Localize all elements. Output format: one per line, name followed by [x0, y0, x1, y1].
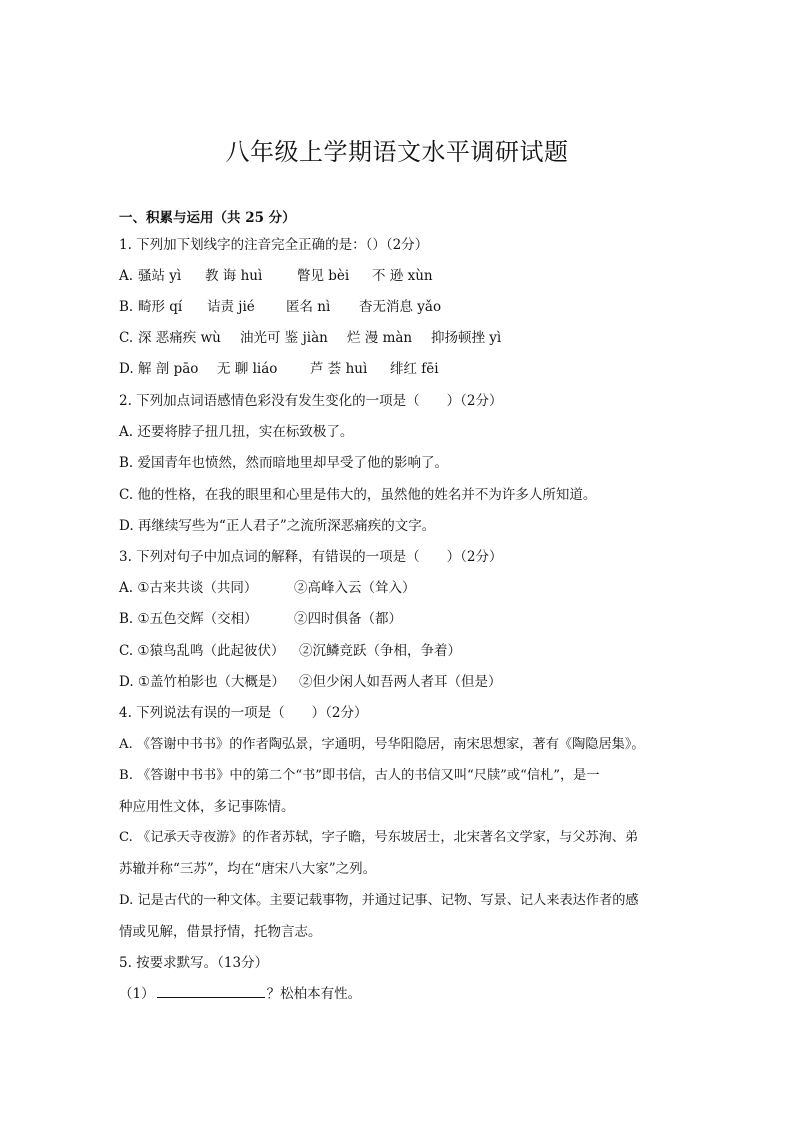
option-part-1: A. ①古来共谈（共同） [119, 580, 258, 596]
q1-option-a [119, 267, 433, 285]
option-item: 骚站 yì [138, 268, 182, 284]
option-item: 匿名 nì [286, 299, 331, 315]
option-part-1: D. ①盖竹柏影也（大概是） [119, 674, 286, 690]
option-item: 瞥见 bèi [297, 268, 350, 284]
q2-option-a: A. 还要将脖子扭几扭，实在标致极了。 [119, 424, 354, 440]
q3-option-d [119, 673, 502, 691]
item-number: （1） [119, 986, 155, 1002]
q4-option-c-line-1: C. 《记承天寺夜游》的作者苏轼，字子瞻，号东坡居士，北宋著名文学家，与父苏洵、弟 [119, 830, 639, 845]
q1-option-d [119, 360, 439, 378]
q5-item-1 [119, 985, 361, 1003]
question-4-stem: 4. 下列说法有误的一项是（ ）（2分） [119, 705, 368, 721]
question-1-stem: 1. 下列加下划线字的注音完全正确的是：（）（2分） [119, 237, 429, 253]
option-label: B. [119, 299, 134, 315]
option-label: C. [119, 330, 134, 346]
option-item: 诘责 jié [207, 299, 255, 315]
q3-option-a [119, 579, 416, 597]
q4-option-c-line-2: 苏辙并称“三苏”，均在“唐宋八大家”之列。 [119, 861, 377, 877]
option-item: 芦 荟 huì [310, 361, 368, 377]
q4-option-d-line-1: D. 记是古代的一种文体。主要记载事物，并通过记事、记物、写景、记人来表达作者的感 [119, 893, 639, 908]
q3-option-b [119, 610, 402, 628]
option-item: 烂 漫 màn [347, 330, 413, 346]
q2-option-c: C. 他的性格，在我的眼里和心里是伟大的，虽然他的姓名并不为许多人所知道。 [119, 487, 597, 503]
option-item: 杳无消息 yǎo [359, 299, 442, 315]
option-part-2: ②沉鳞竞跃（争相，争着） [299, 643, 461, 659]
option-label: D. [119, 361, 134, 377]
option-part-1: C. ①猿鸟乱鸣（此起彼伏） [119, 643, 285, 659]
option-part-2: ②高峰入云（耸入） [294, 580, 416, 596]
option-part-1: B. ①五色交辉（交相） [119, 611, 258, 627]
item-text: ？松柏本有性。 [266, 986, 362, 1002]
option-item: 解 剖 pāo [138, 361, 199, 377]
q3-option-c [119, 642, 461, 660]
option-item: 深 恶痛疾 wù [138, 330, 221, 346]
option-item: 教 诲 huì [205, 268, 263, 284]
page-title: 八年级上学期语文水平调研试题 [225, 138, 569, 166]
q4-option-b-line-1: B. 《答谢中书书》中的第二个“书”即书信，古人的书信又叫“尺牍”或“信札”，是一 [119, 768, 600, 783]
fill-in-blank[interactable] [157, 985, 265, 998]
option-item: 无 聊 liáo [217, 361, 278, 377]
option-part-2: ②但少闲人如吾两人者耳（但是） [299, 674, 502, 690]
option-label: A. [119, 268, 134, 284]
q1-option-c [119, 329, 502, 347]
q4-option-d-line-2: 情或见解，借景抒情，托物言志。 [119, 924, 322, 940]
question-3-stem: 3. 下列对句子中加点词的解释，有错误的一项是（ ）（2分） [119, 549, 503, 565]
question-5-stem: 5. 按要求默写。（13分） [119, 955, 269, 971]
option-item: 油光可 鉴 jiàn [240, 330, 328, 346]
option-item: 畸形 qí [138, 299, 183, 315]
q2-option-b: B. 爱国青年也愤然，然而暗地里却早受了他的影响了。 [119, 455, 449, 471]
option-item: 绯红 fēi [390, 361, 439, 377]
section-heading: 一、积累与运用（共 25 分） [119, 210, 296, 226]
option-part-2: ②四时俱备（都） [294, 611, 402, 627]
q2-option-d: D. 再继续写些为“正人君子”之流所深恶痛疾的文字。 [119, 518, 436, 534]
question-2-stem: 2. 下列加点词语感情色彩没有发生变化的一项是（ ）（2分） [119, 393, 503, 409]
option-item: 抑扬顿挫 yì [431, 330, 502, 346]
q4-option-a: A. 《答谢中书书》的作者陶弘景，字通明，号华阳隐居，南宋思想家，著有《陶隐居集》。 [119, 737, 645, 752]
option-item: 不 逊 xùn [372, 268, 433, 284]
q4-option-b-line-2: 种应用性文体，多记事陈情。 [119, 799, 295, 815]
q1-option-b [119, 298, 442, 316]
